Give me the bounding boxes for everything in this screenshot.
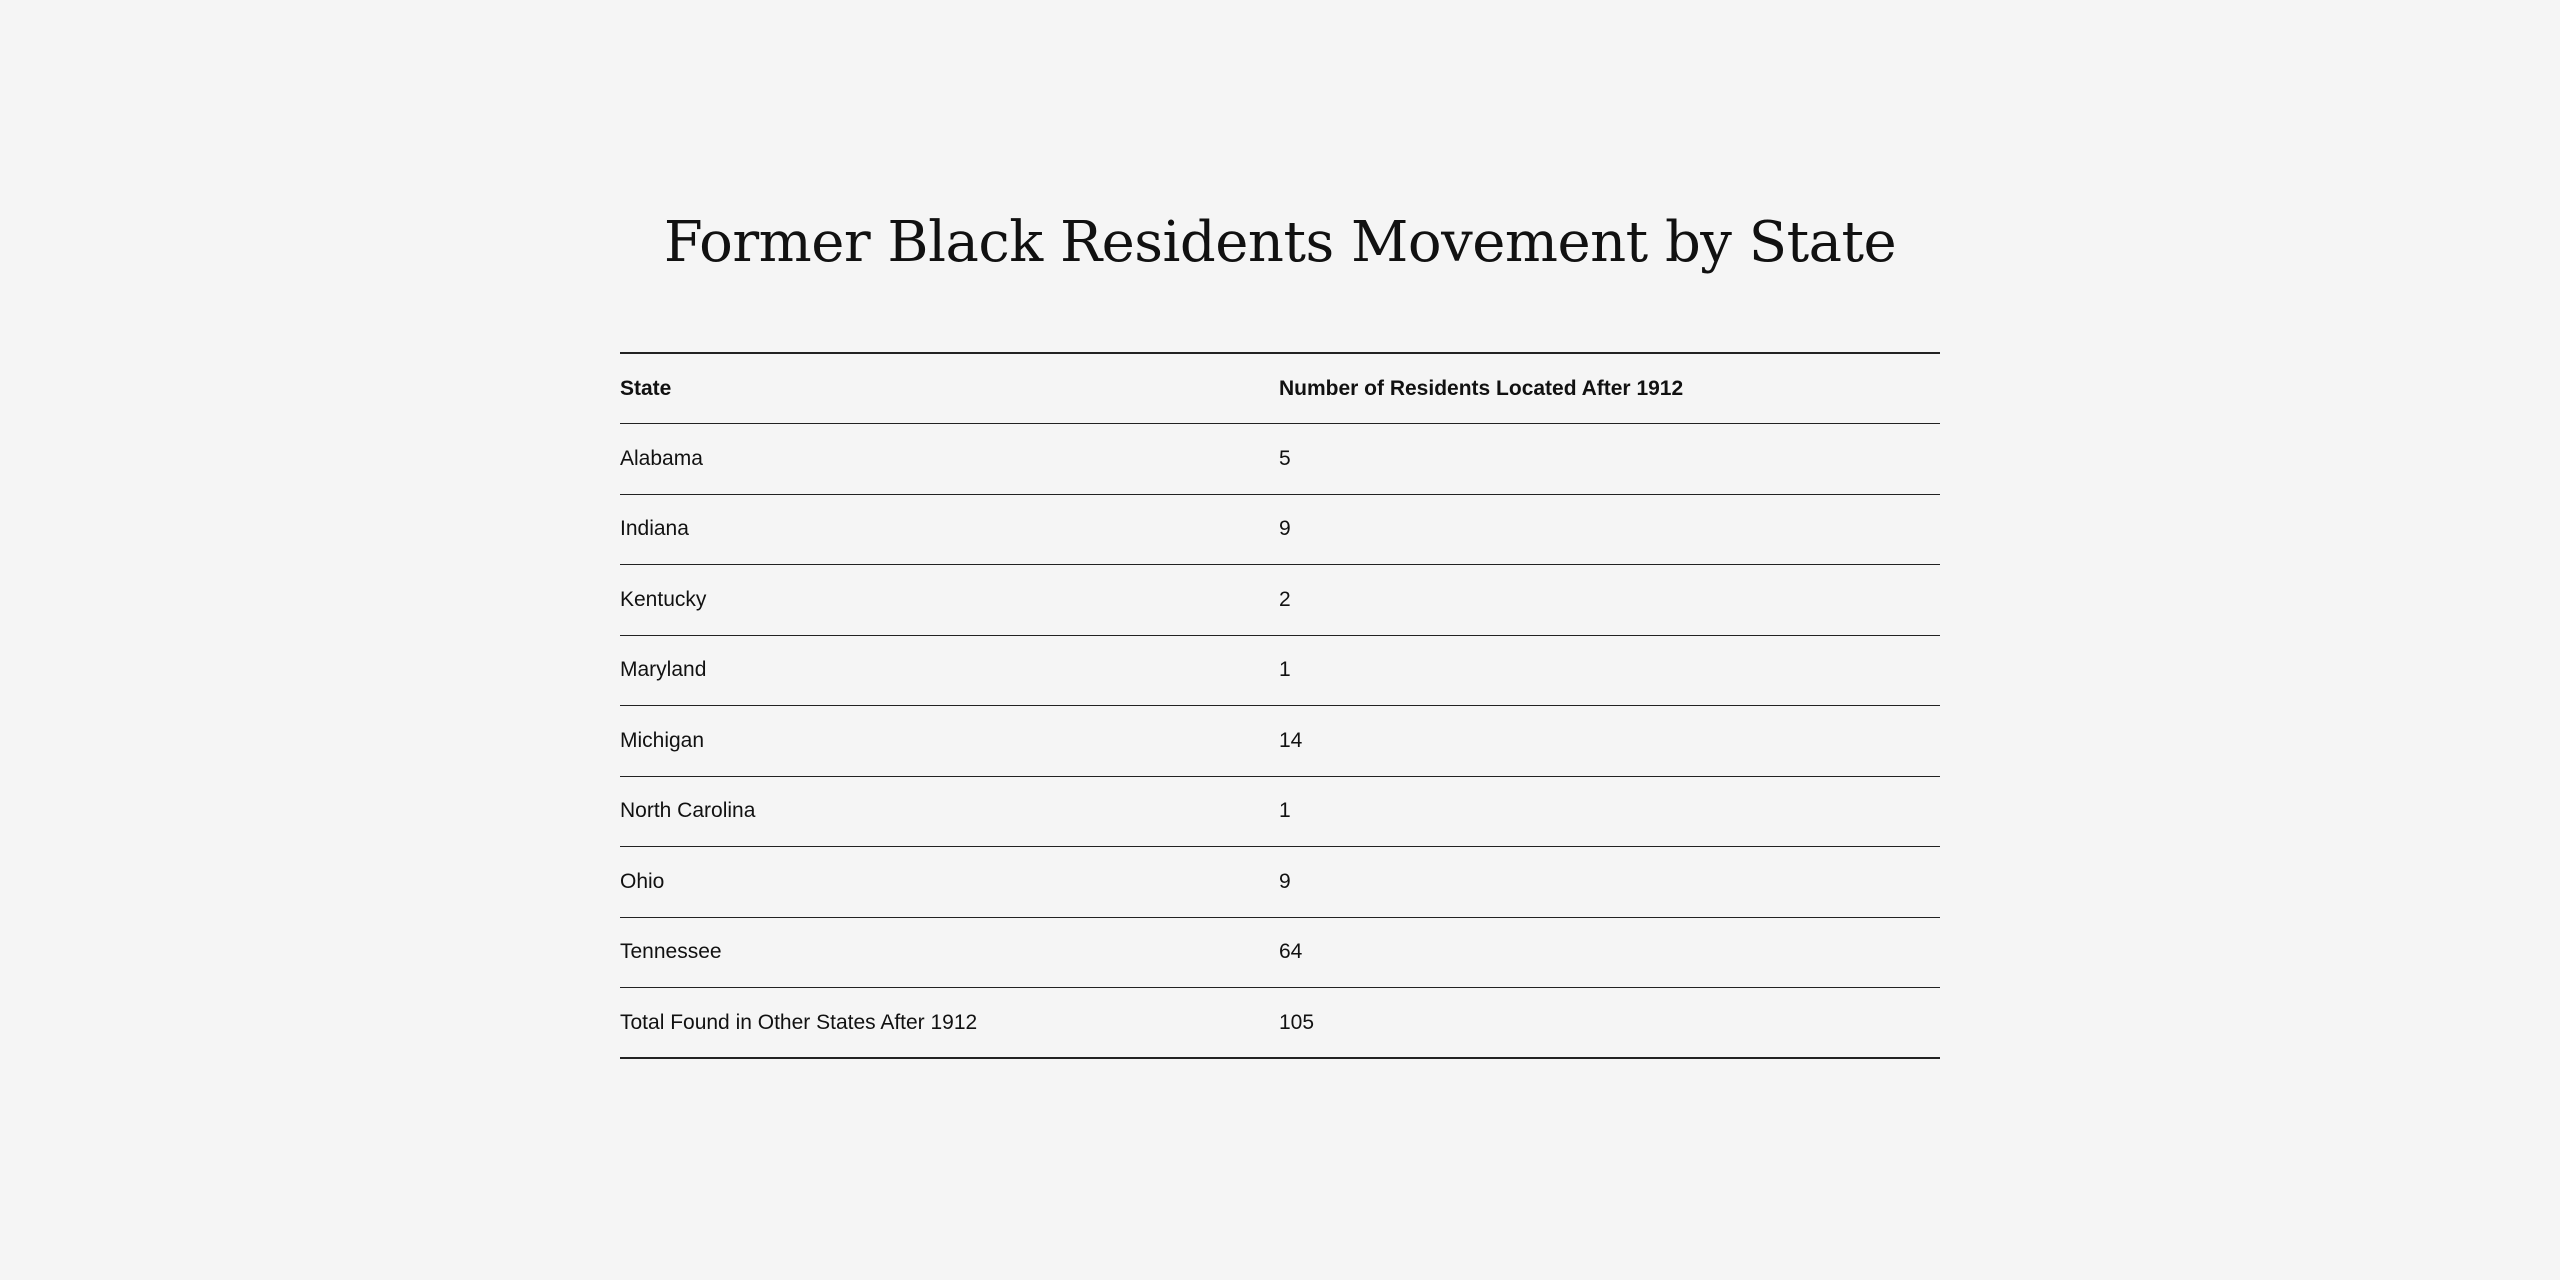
column-header-count: Number of Residents Located After 1912: [1279, 376, 1684, 400]
table-row: [620, 424, 1940, 495]
state-cell: Ohio: [620, 869, 665, 893]
state-cell: Michigan: [620, 728, 705, 752]
state-cell: Indiana: [620, 517, 689, 541]
table-row: [620, 494, 1940, 565]
total-label-cell: Total Found in Other States After 1912: [620, 1010, 978, 1034]
count-cell: 9: [1279, 869, 1291, 893]
count-cell: 14: [1279, 728, 1303, 752]
page-title: Former Black Residents Movement by State: [663, 210, 1897, 275]
table-header-row: [620, 353, 1940, 424]
count-cell: 1: [1279, 799, 1291, 823]
total-count-cell: 105: [1279, 1010, 1315, 1034]
count-cell: 64: [1279, 940, 1303, 964]
table-row: [620, 776, 1940, 847]
count-cell: 1: [1279, 658, 1291, 682]
count-cell: 2: [1279, 587, 1291, 611]
residents-table: [620, 352, 1940, 1059]
state-cell: Alabama: [620, 446, 703, 470]
total-row: [620, 988, 1940, 1059]
state-cell: Tennessee: [620, 940, 722, 964]
table-row: [620, 635, 1940, 706]
table-row: [620, 917, 1940, 988]
state-cell: Maryland: [620, 658, 707, 682]
table-row: [620, 565, 1940, 636]
table-row: [620, 706, 1940, 777]
count-cell: 9: [1279, 517, 1291, 541]
table-row: [620, 847, 1940, 918]
state-cell: Kentucky: [620, 587, 707, 611]
state-cell: North Carolina: [620, 799, 756, 823]
count-cell: 5: [1279, 446, 1291, 470]
column-header-state: State: [620, 376, 672, 400]
